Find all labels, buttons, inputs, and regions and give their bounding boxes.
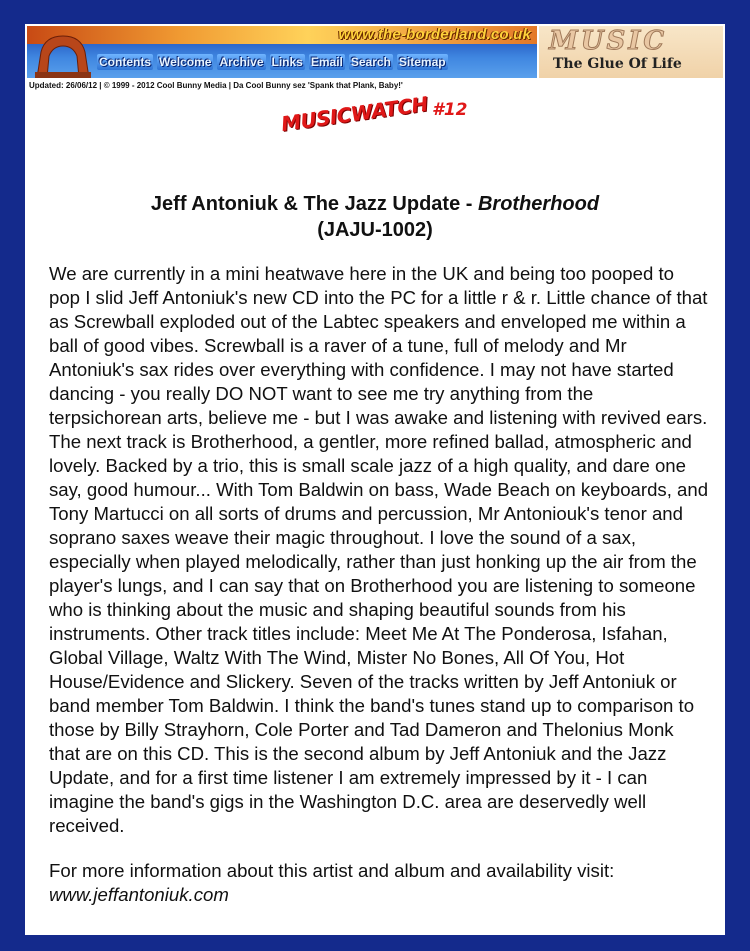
musicwatch-logo [279,86,483,148]
music-logo-tagline: The Glue Of Life [553,56,682,72]
review-body: We are currently in a mini heatwave here in the UK and being too pooped to pop I slid Jeff Antoniuk's new CD into the PC for a little r & r. Little chance of that as Screwball exploded out of the Labtec speakers and enveloped me within a ball of good vibes. Screwball is a raver of a tune, full of melody and Mr Antoniuk's sax rides over everything with confidence. I may not have started dancing - you really DO NOT want to see me try anything from the terpsichorean arts, believe me - but I was awake and listening with revived ears. The next track is Brotherhood, a gentler, more refined ballad, atmospheric and lovely. Backed by a trio, this is small scale jazz of a high quality, and dare one say, good humour... With Tom Baldwin on bass, Wade Beach on keyboards, and Tony Martucci on all sorts of drums and percussion, Mr Antoniouk's tenor and soprano saxes weave their magic throughout. I love the sound of a sax, especially when played melodically, rather than just honking up the air from the player's lungs, and I can say that on Brotherhood you are listening to someone who is thinking about the music and shaping beautiful sounds from his instruments. Other track titles include: Meet Me At The Ponderosa, Isfahan, Global Village, Waltz With The Wind, Mister No Bones, All Of You, Hot House/Evidence and Slickery. Seven of the tracks written by Jeff Antoniuk or band member Tom Baldwin. I think the band's tunes stand up to comparison to those by Billy Strayhorn, Cole Porter and Tad Dameron and Thelonius Monk that are on this CD. This is the second album by Jeff Antoniuk and the Jazz Update, and for a first time listener I am extremely impressed by it - I can imagine the band's gigs in the Washington D.C. area are deservedly well received. [49,263,709,836]
review-album: Brotherhood [477,193,600,215]
artist-website-link[interactable]: www.jeffantoniuk.com [49,884,229,905]
review-headline [25,191,725,243]
more-info [49,859,709,907]
more-info-text: For more information about this artist and album and availability visit: [49,860,615,881]
musicwatch-number: #12 [432,100,468,120]
site-url-link[interactable]: www.the-borderland.co.uk [338,26,531,43]
updated-line: Updated: 26/06/12 | © 1999 - 2012 Cool Bunny Media | Da Cool Bunny sez 'Spank that Plank, Baby!' [29,81,403,90]
banner-left [27,26,537,78]
page [25,24,725,935]
nav-email[interactable]: Email [310,55,343,69]
music-logo-word: MUSIC [549,26,668,56]
site-banner [27,26,723,78]
nav-search[interactable]: Search [350,55,391,69]
review-separator: - [460,193,478,215]
nav-sitemap[interactable]: Sitemap [398,55,446,69]
review-artist: Jeff Antoniuk & The Jazz Update [150,193,461,215]
nav-links[interactable]: Links [271,55,303,69]
musicwatch-title: MUSICWATCH [279,91,430,136]
music-logo[interactable] [539,26,723,78]
main-nav [97,54,448,70]
nav-contents[interactable]: Contents [99,55,151,69]
nav-welcome[interactable]: Welcome [159,55,212,69]
nav-archive[interactable]: Archive [219,55,264,69]
review-catalog: (JAJU-1002) [317,219,433,241]
arch-logo-icon[interactable] [35,30,91,78]
